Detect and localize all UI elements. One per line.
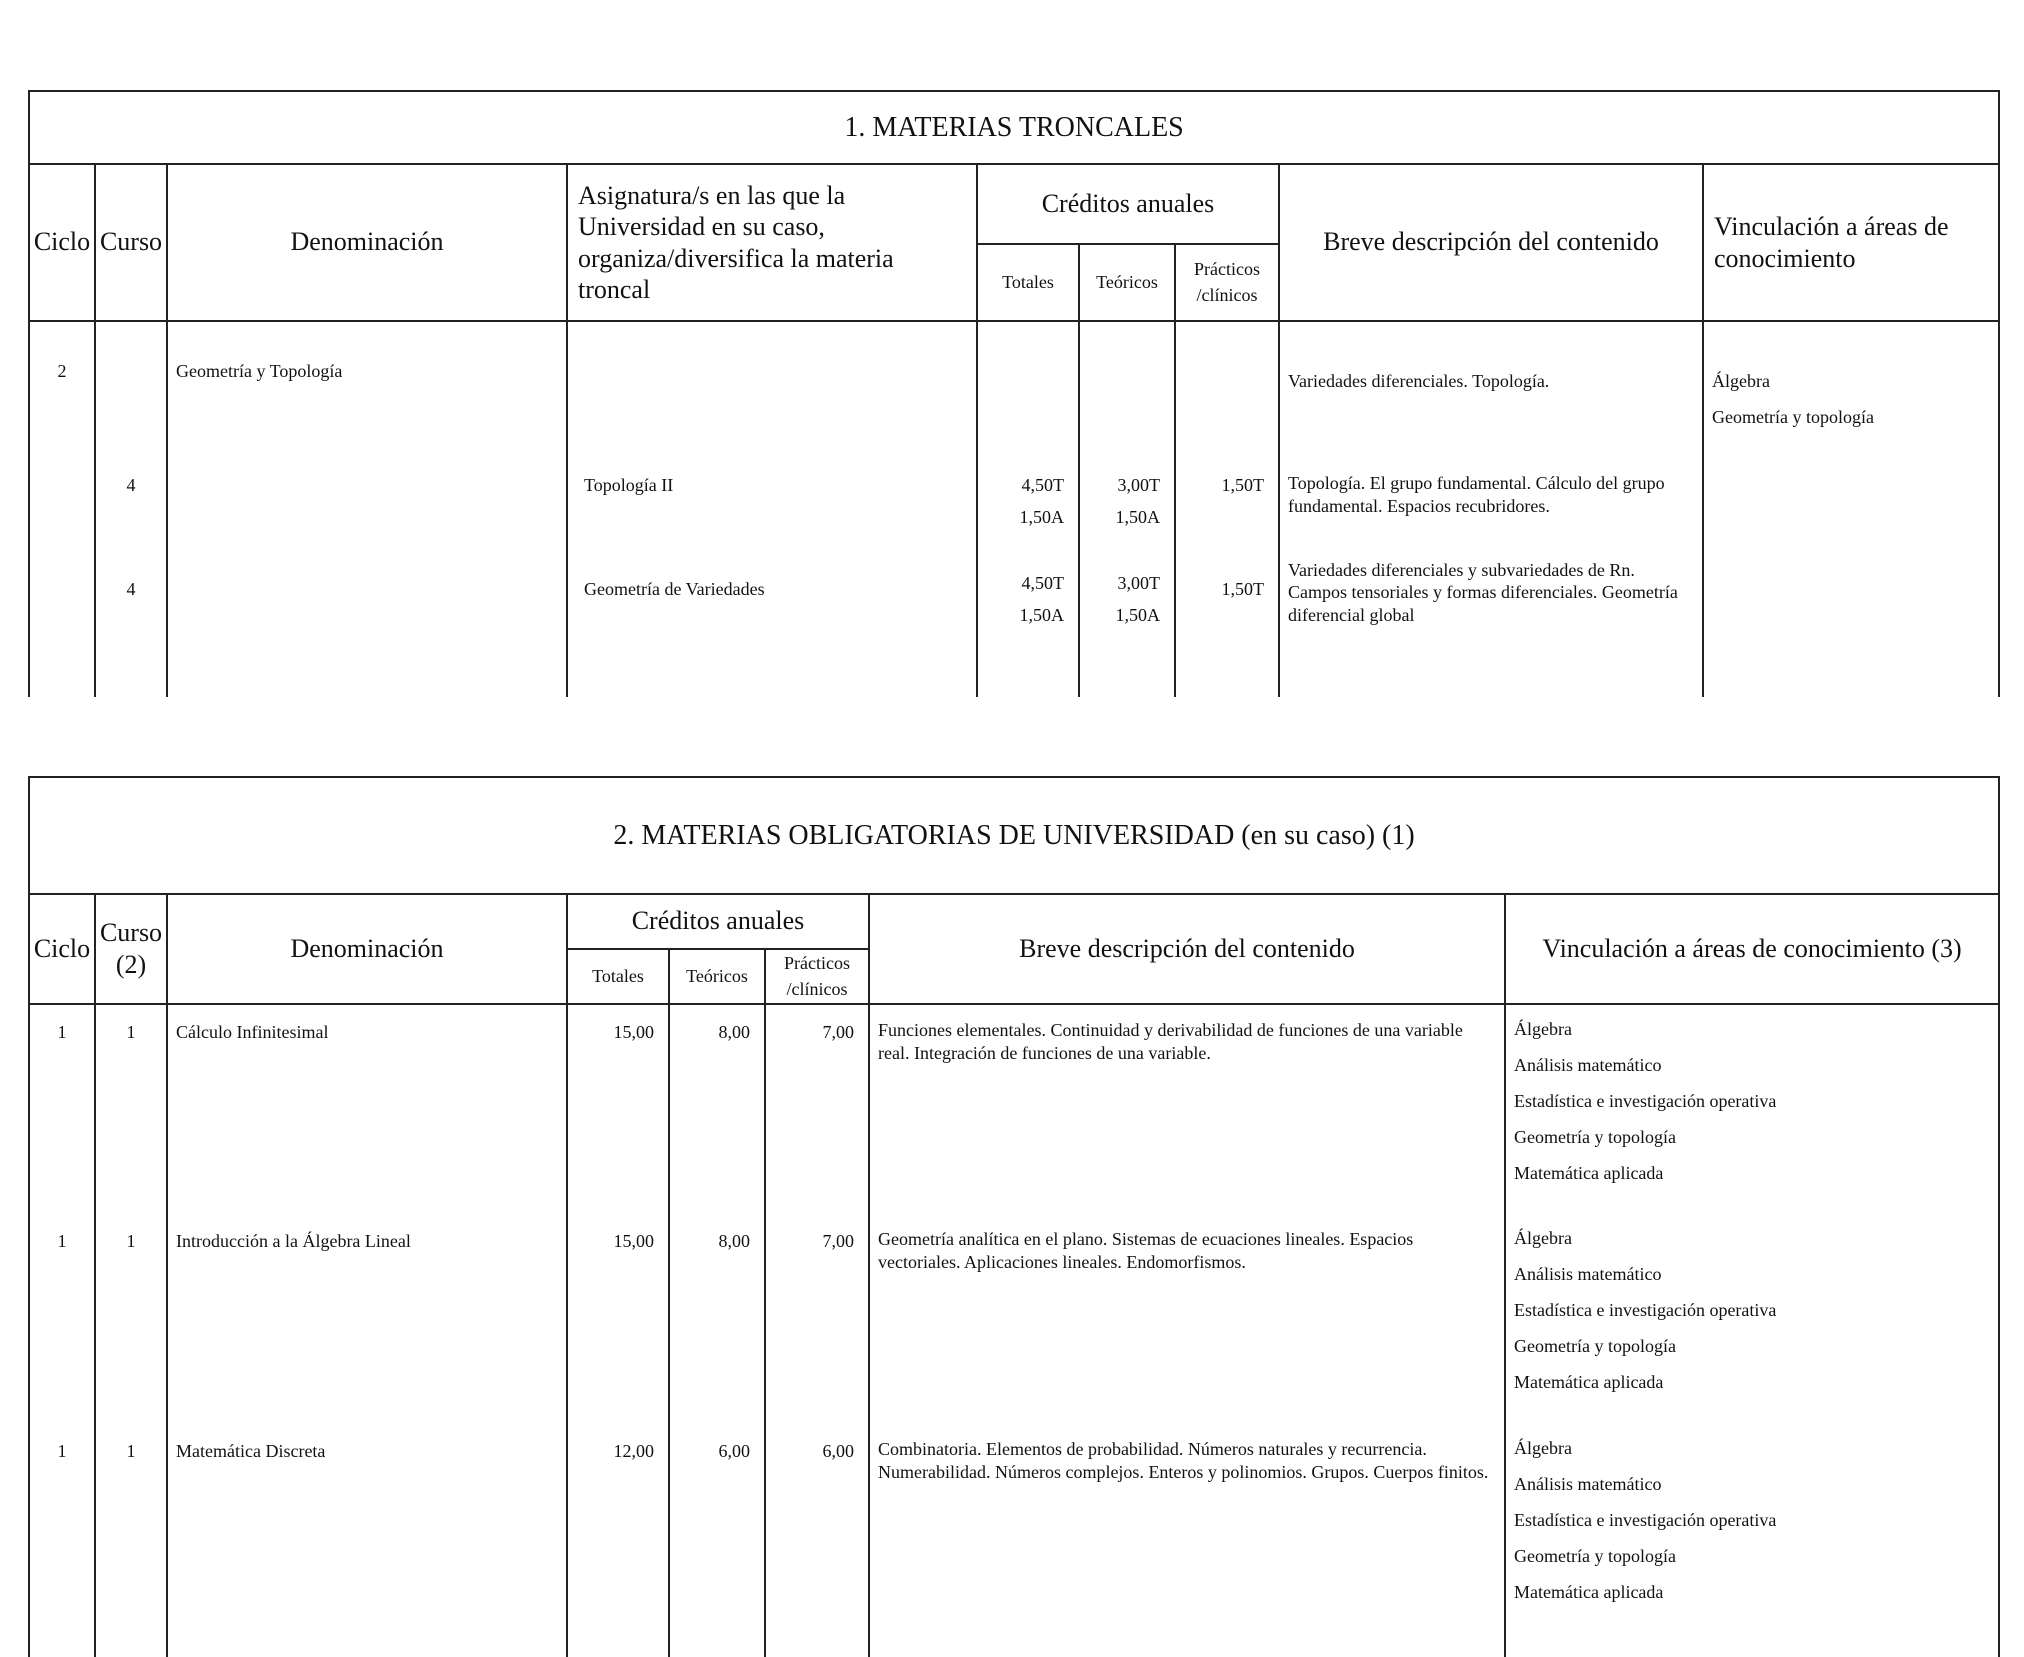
row3-area-4: Geometría y topología — [1514, 1546, 1676, 1566]
table2-row3-practicos: 6,00 — [765, 1422, 869, 1657]
row2-descripcion: Variedades diferenciales y subvariedades de Rn. Campos tensoriales y formas diferenciales. Geometría diferencial global — [1288, 559, 1678, 625]
row2-curso: 4 — [126, 579, 136, 600]
row1-area-5: Matemática aplicada — [1514, 1163, 1664, 1183]
row1-practicos: 1,50T — [1221, 475, 1264, 495]
table2-row2-ciclo: 1 — [29, 1212, 95, 1422]
table2-row1-denominacion: Cálculo Infinitesimal — [167, 1004, 567, 1212]
row2-totales-t: 4,50T — [1021, 573, 1064, 594]
table2-row2-practicos: 7,00 — [765, 1212, 869, 1422]
table-materias-obligatorias — [28, 776, 2000, 1657]
table2-row1-totales: 15,00 — [567, 1004, 669, 1212]
row2-area-4: Geometría y topología — [1514, 1336, 1676, 1356]
row1-teoricos-t: 3,00T — [1117, 475, 1160, 495]
row1-totales-a: 1,50A — [1019, 507, 1064, 528]
materia-denominacion: Geometría y Topología — [176, 361, 343, 381]
materia-descripcion: Variedades diferenciales. Topología. — [1288, 371, 1550, 391]
row3-area-5: Matemática aplicada — [1514, 1582, 1664, 1602]
table1-body-ciclo — [29, 321, 95, 697]
table2-row1-teoricos: 8,00 — [669, 1004, 765, 1212]
table1-body-totales — [977, 321, 1079, 697]
table2-row2-teoricos: 8,00 — [669, 1212, 765, 1422]
row2-practicos: 1,50T — [1221, 579, 1264, 600]
row1-area-2: Análisis matemático — [1514, 1055, 1662, 1075]
row1-curso: 4 — [126, 475, 136, 495]
row3-area-2: Análisis matemático — [1514, 1474, 1662, 1494]
table1-body-descripcion — [1279, 321, 1703, 697]
row2-area-2: Análisis matemático — [1514, 1264, 1662, 1284]
header2-teoricos: Teóricos — [669, 949, 765, 1004]
header-totales: Totales — [977, 244, 1079, 321]
table2-title: 2. MATERIAS OBLIGATORIAS DE UNIVERSIDAD (en su caso) (1) — [29, 777, 1999, 894]
table1-body-curso — [95, 321, 167, 697]
header2-vinculacion: Vinculación a áreas de conocimiento (3) — [1505, 894, 1999, 1004]
row1-teoricos-a: 1,50A — [1115, 507, 1160, 528]
row1-totales-t: 4,50T — [1021, 475, 1064, 495]
table2-row2-totales: 15,00 — [567, 1212, 669, 1422]
table2-row1-descripcion: Funciones elementales. Continuidad y derivabilidad de funciones de una variable real. Integración de funciones de una variable. — [869, 1004, 1505, 1212]
table1-body-teoricos — [1079, 321, 1175, 697]
table2-row3-denominacion: Matemática Discreta — [167, 1422, 567, 1657]
table2-row3-curso: 1 — [95, 1422, 167, 1657]
table1-body-vinculacion — [1703, 321, 1999, 697]
header-vinculacion: Vinculación a áreas de conocimiento — [1703, 164, 1999, 321]
header2-totales: Totales — [567, 949, 669, 1004]
table2-row1-vinculacion — [1505, 1004, 1999, 1212]
row1-area-4: Geometría y topología — [1514, 1127, 1676, 1147]
table1-body-practicos — [1175, 321, 1279, 697]
row3-area-1: Álgebra — [1514, 1438, 1572, 1458]
table1-title: 1. MATERIAS TRONCALES — [29, 91, 1999, 164]
row2-teoricos-a: 1,50A — [1115, 605, 1160, 626]
table2-row3-ciclo: 1 — [29, 1422, 95, 1657]
table2-row3-vinculacion — [1505, 1422, 1999, 1657]
header2-denominacion: Denominación — [167, 894, 567, 1004]
row2-area-1: Álgebra — [1514, 1228, 1572, 1248]
header-creditos: Créditos anuales — [977, 164, 1279, 244]
header-ciclo: Ciclo — [29, 164, 95, 321]
table2-row3-totales: 12,00 — [567, 1422, 669, 1657]
table2-row2-curso: 1 — [95, 1212, 167, 1422]
table2-row1-practicos: 7,00 — [765, 1004, 869, 1212]
header2-curso-label: Curso — [99, 917, 163, 947]
header2-practicos: Prácticos /clínicos — [765, 949, 869, 1004]
header-descripcion: Breve descripción del contenido — [1279, 164, 1703, 321]
row2-asignatura: Geometría de Variedades — [584, 579, 765, 600]
row3-area-3: Estadística e investigación operativa — [1514, 1510, 1777, 1530]
header2-curso — [95, 894, 167, 1004]
row1-asignatura: Topología II — [584, 475, 674, 495]
table1-body-asignatura — [567, 321, 977, 697]
header-denominacion: Denominación — [167, 164, 567, 321]
row1-area-3: Estadística e investigación operativa — [1514, 1091, 1777, 1111]
table2-row1-ciclo: 1 — [29, 1004, 95, 1212]
header-practicos: Prácticos /clínicos — [1175, 244, 1279, 321]
table2-row2-denominacion: Introducción a la Álgebra Lineal — [167, 1212, 567, 1422]
header-curso: Curso — [95, 164, 167, 321]
table2-row2-vinculacion — [1505, 1212, 1999, 1422]
header2-curso-note: (2) — [115, 950, 147, 979]
table-materias-troncales — [28, 90, 2000, 697]
row1-area-1: Álgebra — [1514, 1019, 1572, 1039]
area-geometria: Geometría y topología — [1712, 407, 1874, 428]
table2-row3-descripcion: Combinatoria. Elementos de probabilidad. Números naturales y recurrencia. Numerabilidad. Números complejos. Enteros y polinomios. Grupos. Cuerpos finitos. — [869, 1422, 1505, 1657]
header2-descripcion: Breve descripción del contenido — [869, 894, 1505, 1004]
table2-row1-curso: 1 — [95, 1004, 167, 1212]
table1-body-denominacion — [167, 321, 567, 697]
header-teoricos: Teóricos — [1079, 244, 1175, 321]
row2-area-3: Estadística e investigación operativa — [1514, 1300, 1777, 1320]
materia-ciclo: 2 — [57, 361, 67, 381]
row1-descripcion: Topología. El grupo fundamental. Cálculo del grupo fundamental. Espacios recubridores. — [1288, 473, 1665, 517]
header-asignatura: Asignatura/s en las que la Universidad en su caso, organiza/diversifica la materia troncal — [567, 164, 977, 321]
header2-ciclo: Ciclo — [29, 894, 95, 1004]
table2-row3-teoricos: 6,00 — [669, 1422, 765, 1657]
header2-creditos: Créditos anuales — [567, 894, 869, 949]
row2-area-5: Matemática aplicada — [1514, 1372, 1664, 1392]
area-algebra: Álgebra — [1712, 371, 1770, 391]
row2-totales-a: 1,50A — [1019, 605, 1064, 626]
table2-row2-descripcion: Geometría analítica en el plano. Sistemas de ecuaciones lineales. Espacios vectoriales. Aplicaciones lineales. Endomorfismos. — [869, 1212, 1505, 1422]
row2-teoricos-t: 3,00T — [1117, 573, 1160, 594]
